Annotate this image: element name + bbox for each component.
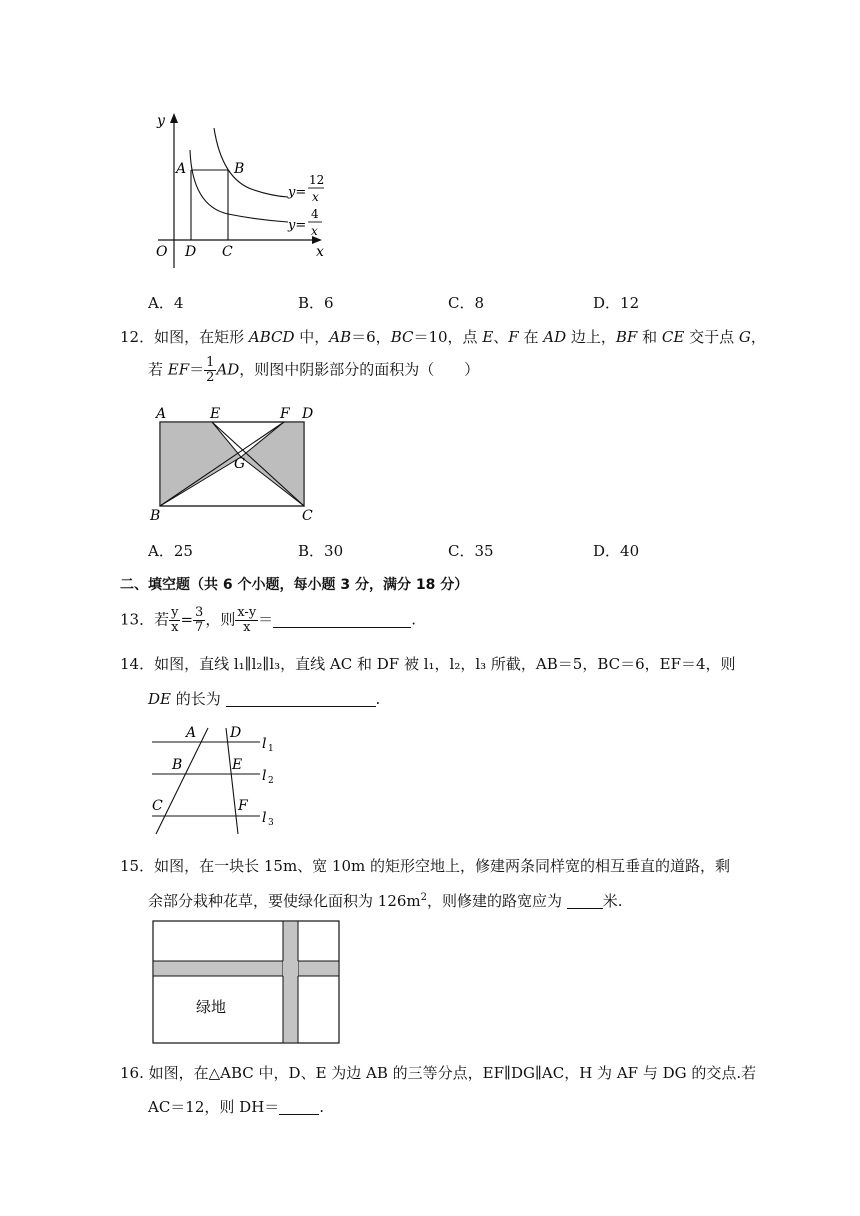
q13-frac-3-7: $\frac{3}{7}$: [195, 605, 204, 635]
svg-text:C: C: [152, 798, 163, 814]
curve2-num: 4: [311, 207, 319, 221]
green-area-label: 绿地: [196, 998, 227, 1016]
q13-answer-blank[interactable]: [273, 613, 411, 628]
q14-line2: DE 的长为 .: [148, 690, 381, 708]
svg-text:l: l: [262, 768, 267, 784]
q15-line1: 15．如图，在一块长 15m、宽 10m 的矩形空地上，修建两条同样宽的相互垂直的道路，剩: [120, 857, 731, 875]
q12-line1: 12．如图，在矩形 ABCD 中，AB＝6，BC＝10，点 E、F 在 AD 边上，BF 和 CE 交于点 G，: [120, 328, 766, 346]
section-heading: 二、填空题（共 6 个小题，每小题 3 分，满分 18 分）: [120, 577, 469, 593]
label-C: C: [222, 244, 233, 260]
label-y: y: [157, 113, 165, 129]
curve2-den: x: [311, 224, 318, 238]
q13-frac-y-x: $\frac{y}{x}$: [171, 605, 179, 635]
q13-frac-xy-x: $\frac{x-y}{x}$: [237, 605, 257, 635]
label-D: D: [302, 406, 314, 422]
q13-line: 13．若 $\frac{y}{x}$ = $\frac{3}{7}$ ，则 $\frac{x-y}{x}$ ＝ .: [120, 605, 416, 635]
q16-line2: AC＝12，则 DH＝ .: [148, 1098, 325, 1116]
curve2-prefix: y=: [288, 218, 307, 233]
svg-text:3: 3: [268, 818, 274, 828]
label-O: O: [156, 244, 168, 260]
svg-text:1: 1: [268, 744, 274, 754]
label-F: F: [280, 406, 290, 422]
label-D: D: [185, 244, 197, 260]
svg-text:E: E: [232, 757, 243, 773]
label-G: G: [234, 456, 246, 472]
q12-option-d[interactable]: D．40: [593, 542, 640, 560]
q11-option-c[interactable]: C．8: [448, 294, 485, 312]
q12-rectangle-figure: [146, 402, 326, 526]
label-x: x: [316, 244, 324, 260]
svg-text:l: l: [262, 736, 267, 752]
q16-line1: 16. 如图，在△ABC 中，D、E 为边 AB 的三等分点，EF∥DG∥AC，H 为 AF 与 DG 的交点.若: [120, 1064, 757, 1082]
q15-line2: 余部分栽种花草，要使绿化面积为 $126m^2$，则修建的路宽应为 米.: [148, 892, 623, 910]
label-B: B: [150, 508, 161, 524]
q11-option-a[interactable]: A．4: [148, 294, 184, 312]
road-horizontal: [153, 961, 339, 976]
q12-option-a[interactable]: A．25: [148, 542, 193, 560]
svg-text:D: D: [230, 725, 242, 741]
q15-garden-figure: [152, 920, 344, 1046]
q15-answer-blank[interactable]: [567, 894, 603, 909]
y-axis-arrow: [170, 113, 178, 123]
svg-text:B: B: [172, 757, 183, 773]
q14-parallel-lines-figure: [148, 722, 288, 840]
q16-answer-blank[interactable]: [279, 1100, 319, 1115]
label-E: E: [210, 406, 221, 422]
curve1-prefix: y=: [288, 185, 307, 200]
svg-text:l: l: [262, 810, 267, 826]
q12-option-b[interactable]: B．30: [298, 542, 344, 560]
svg-text:A: A: [186, 725, 197, 741]
q14-answer-blank[interactable]: [226, 692, 376, 707]
q14-line1: 14．如图，直线 l₁∥l₂∥l₃，直线 AC 和 DF 被 l₁，l₂，l₃ 所截，AB＝5，BC＝6，EF＝4，则: [120, 655, 736, 673]
q12-line2: 若 EF＝ $\frac{1}{2}$ AD，则图中阴影部分的面积为（ ）: [148, 355, 480, 385]
svg-text:F: F: [238, 798, 248, 814]
road-vertical: [283, 921, 298, 1043]
label-B: B: [234, 161, 245, 177]
curve-12-over-x: [214, 128, 288, 197]
svg-text:2: 2: [268, 776, 274, 786]
q12-option-c[interactable]: C．35: [448, 542, 494, 560]
q11-option-b[interactable]: B．6: [298, 294, 334, 312]
q11-graph: [148, 110, 338, 275]
q11-option-d[interactable]: D．12: [593, 294, 640, 312]
curve1-den: x: [312, 190, 319, 204]
label-A: A: [156, 406, 167, 422]
curve1-num: 12: [309, 173, 325, 187]
q12-fraction: $\frac{1}{2}$: [206, 355, 215, 385]
label-A: A: [176, 161, 187, 177]
label-C: C: [302, 508, 313, 524]
